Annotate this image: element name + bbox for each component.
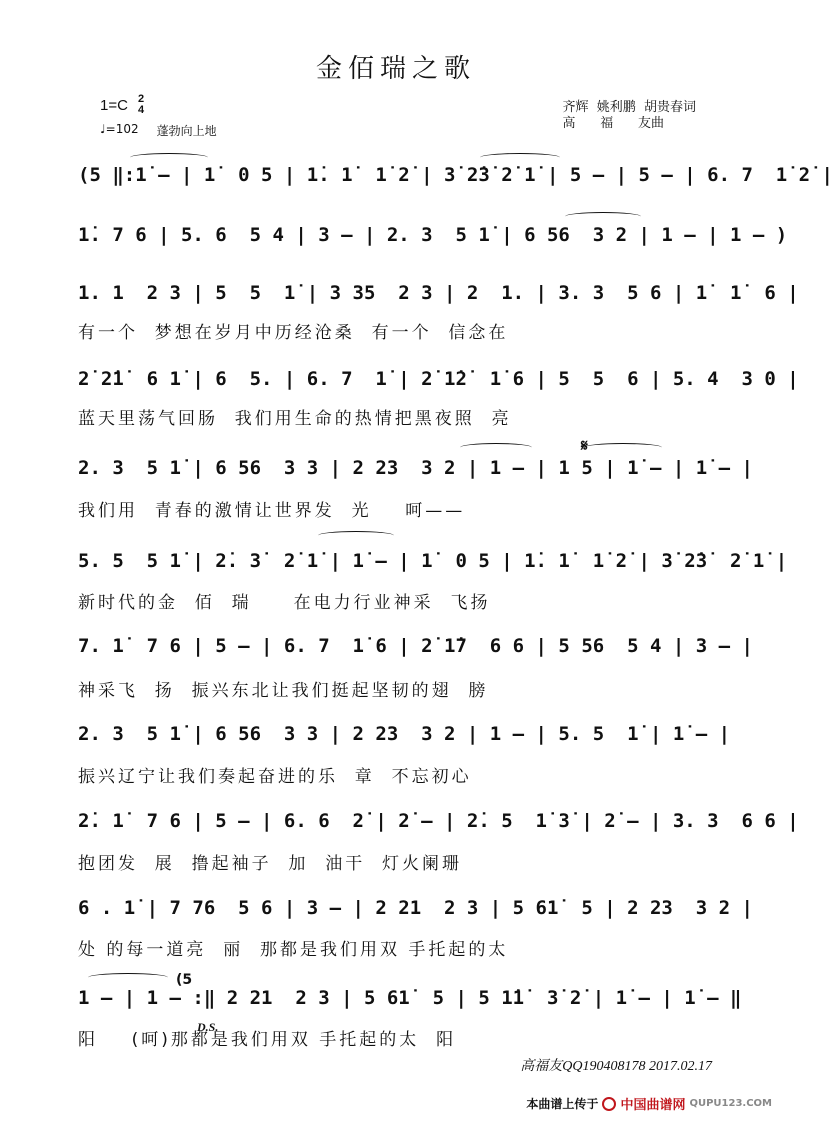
score-row-1: (5 ‖:1̇ – | 1̇ 0 5 | 1̇. 1̇ 1̇ 2̇ | 3̇ 2̇3̇ 2̇ 1̇ | 5 – | 5 – | 6. 7 1̇ 2̇ | (78, 164, 833, 186)
score-row-4: 2̇ 2̇1̇ 6 1̇ | 6 5. | 6. 7 1̇ | 2̇ 1̇2̇ 1̇ 6 | 5 5 6 | 5. 4 3 0 | (78, 368, 799, 390)
lyric-row-5: 我们用 青春的激情让世界发 光 呵—— (78, 501, 466, 521)
slur-arc (565, 212, 641, 221)
author-block (562, 100, 696, 132)
slur-arc (480, 153, 560, 162)
slur-arc (88, 973, 168, 982)
lyricists: 齐辉 姚利鹏 胡贵春词 (562, 100, 696, 115)
site-logo-icon (602, 1097, 616, 1111)
key-signature (100, 94, 217, 116)
upload-text: 本曲谱上传于 (526, 1097, 599, 1111)
score-row-7: 7. 1̇ 7 6 | 5 – | 6. 7 1̇ 6 | 2̇ 1̇7 6 6 | 5 56 5 4 | 3 – | (78, 635, 753, 657)
transcriber-credit: 高福友QQ190408178 2017.02.17 (520, 1059, 712, 1074)
score-row-11: 1 – | 1 – :‖ 2 21 2 3 | 5 61̇ 5 | 5 1̇1̇ 3̇ 2̇ | 1̇ – | 1̇ – ‖ (78, 987, 742, 1009)
lyric-row-4: 蓝天里荡气回肠 我们用生命的热情把黑夜照 亮 (78, 409, 512, 429)
lyric-row-3: 有一个 梦想在岁月中历经沧桑 有一个 信念在 (78, 323, 509, 343)
lyric-row-8: 振兴辽宁让我们奏起奋进的乐 章 不忘初心 (78, 767, 472, 787)
slur-arc (130, 153, 208, 162)
footer (526, 1094, 772, 1113)
lyric-row-7: 神采飞 扬 振兴东北让我们挺起坚韧的翅 膀 (78, 681, 489, 701)
slur-arc (584, 443, 662, 452)
composer: 高 福 友曲 (562, 116, 665, 131)
lyric-row-11: 阳 (呵)那都是我们用双 手托起的太 阳 (78, 1030, 457, 1050)
page-title: 金佰瑞之歌 (315, 54, 476, 84)
key-tempo-block (100, 94, 217, 139)
time-signature (138, 94, 144, 116)
time-sig-top: 2 (137, 93, 145, 105)
key-text: 1=C (100, 96, 128, 114)
tempo-line (100, 122, 217, 139)
repeat-note-marker: (5 (176, 972, 193, 988)
time-sig-bottom: 4 (137, 104, 145, 116)
tempo-marking: ♩=102 (100, 122, 139, 136)
score-row-9: 2̇. 1̇ 7 6 | 5 – | 6. 6 2̇ | 2̇ – | 2̇. 5 1̇ 3̇ | 2̇ – | 3. 3 6 6 | (78, 810, 799, 832)
score-row-5: 2. 3 5 1̇ | 6 56 3 3 | 2 23 3 2 | 1 – | 1 5 | 1̇ – | 1̇ – | (78, 457, 753, 479)
site-sub: QUPU123.COM (689, 1098, 772, 1109)
lyric-row-9: 抱团发 展 撸起袖子 加 油干 灯火阑珊 (78, 854, 463, 874)
slur-arc (318, 531, 394, 540)
score-row-8: 2. 3 5 1̇ | 6 56 3 3 | 2 23 3 2 | 1 – | 5. 5 1̇ | 1̇ – | (78, 723, 731, 745)
score-row-10: 6 . 1̇ | 7 76 5 6 | 3 – | 2 21 2 3 | 5 61̇ 5 | 2 23 3 2 | (78, 897, 753, 919)
score-row-3: 1. 1 2 3 | 5 5 1̇ | 3 35 2 3 | 2 1. | 3. 3 5 6 | 1̇ 1̇ 6 | (78, 282, 799, 304)
slur-arc (460, 443, 532, 452)
ds-marker: D.S. (197, 1020, 219, 1034)
lyric-row-10: 处 的每一道亮 丽 那都是我们用双 手托起的太 (78, 940, 509, 960)
score-row-6: 5. 5 5 1̇ | 2̇. 3̇ 2̇ 1̇ | 1̇ – | 1̇ 0 5 | 1̇. 1̇ 1̇ 2̇ | 3̇ 2̇3̇ 2̇ 1̇ | (78, 550, 788, 572)
site-name[interactable]: 中国曲谱网 (620, 1098, 686, 1113)
expression-marking: 蓬勃向上地 (156, 124, 217, 138)
segno-icon: 𝄋 (581, 436, 588, 455)
lyric-row-6: 新时代的金 佰 瑞 在电力行业神采 飞扬 (78, 593, 491, 613)
score-row-2: 1̇. 7 6 | 5. 6 5 4 | 3 – | 2. 3 5 1̇ | 6 56 3 2 | 1 – | 1 – ) (78, 224, 788, 246)
